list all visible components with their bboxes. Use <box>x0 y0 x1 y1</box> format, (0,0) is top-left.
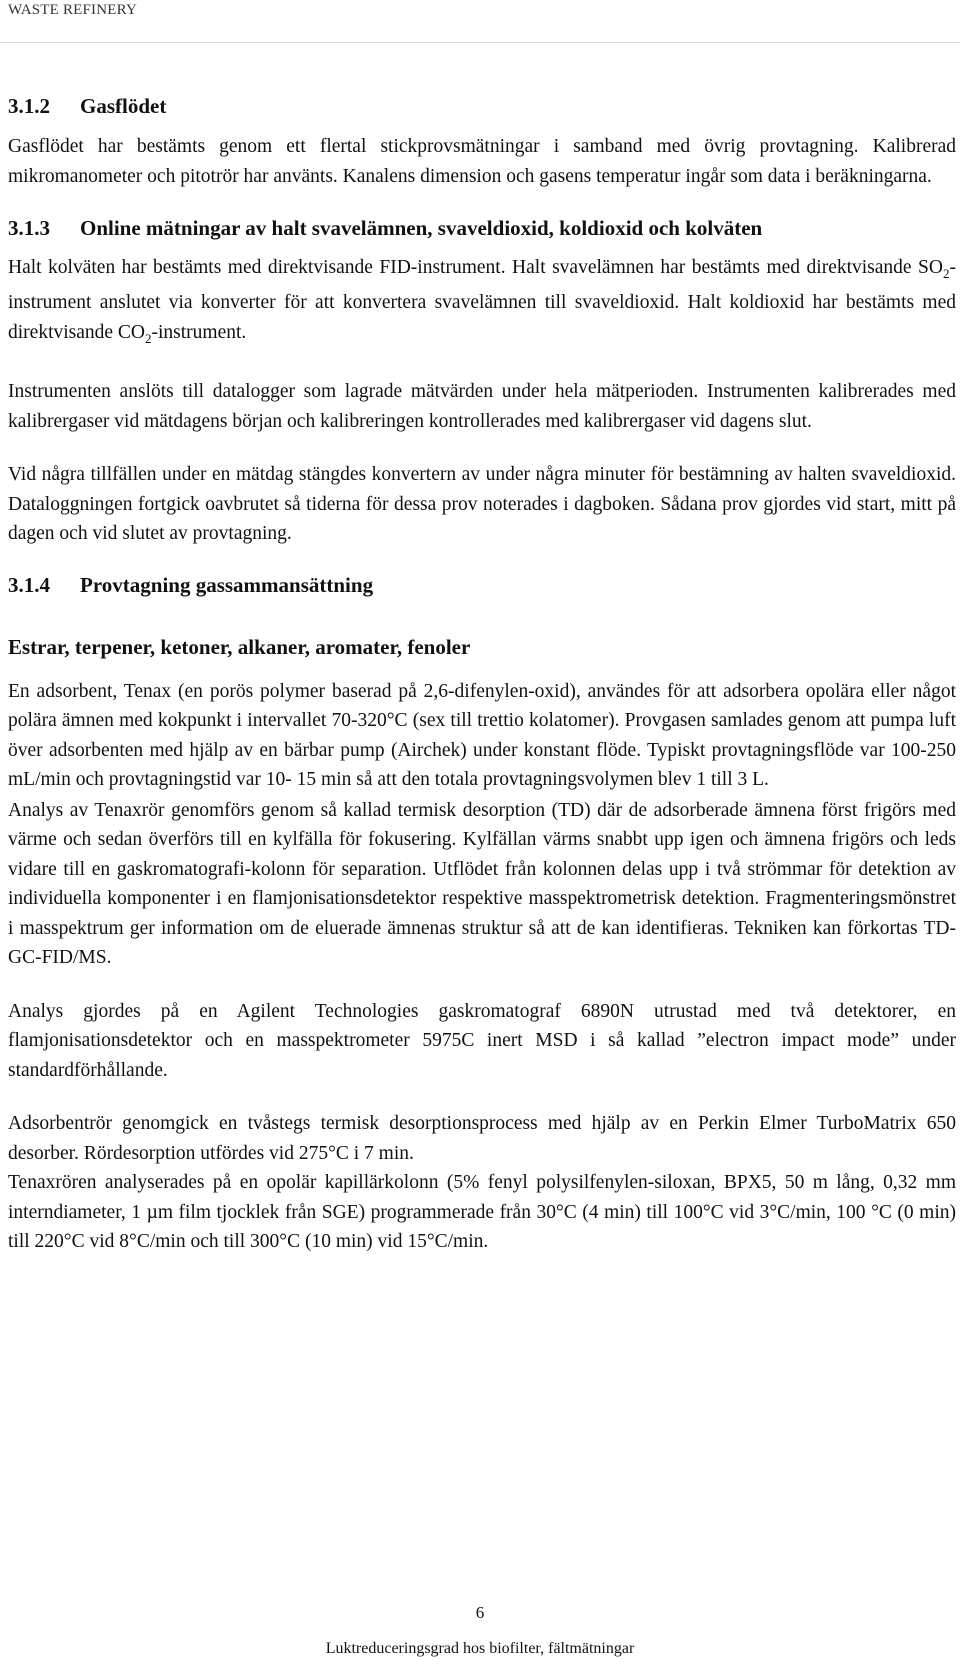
section-heading-3-1-3 <box>8 214 956 242</box>
text-run: -instrument anslutet via konverter för att konvertera svavelämnen till svaveldioxid. Halt koldioxid har bestämts med direktvisande CO <box>8 257 956 343</box>
paragraph-agilent: Analys gjordes på en Agilent Technologies gaskromatograf 6890N utrustad med två detektorer, en flamjonisationsdetektor och en masspektrometer 5975C inert MSD i så kallad ”electron impact mode” under standardförhållande. <box>8 1000 956 1081</box>
page-body <box>8 92 956 1257</box>
section-heading-3-1-4 <box>8 571 956 599</box>
subheading-compounds: Estrar, terpener, ketoner, alkaner, aromater, fenoler <box>8 634 471 659</box>
paragraph-column-program: Tenaxrören analyserades på en opolär kapillärkolonn (5% fenyl polysilfenylen-siloxan, BPX5, 50 m lång, 0,32 mm interndiameter, 1 µm film tjocklek från SGE) programmerade från 30°C (4 min) till 100°C vid 3°C/min, 100 °C (0 min) till 220°C vid 8°C/min och till 300°C (10 min) vid 15°C/min. <box>8 1172 956 1253</box>
section-number: 3.1.2 <box>8 94 50 118</box>
page-number: 6 <box>475 1603 485 1622</box>
paragraph-gasflode: Gasflödet har bestämts genom ett flertal stickprovsmätningar i samband med övrig provtagning. Kalibrerad mikromanometer och pitotrör har använts. Kanalens dimension och gasens temperatur ingår som data i beräkningarna. <box>8 136 956 187</box>
subscript: 2 <box>145 330 152 346</box>
text-run: Halt kolväten har bestämts med direktvisande FID-instrument. Halt svavelämnen har bestämts med direktvisande SO <box>8 257 943 278</box>
footer-document-title: Luktreduceringsgrad hos biofilter, fältmätningar <box>325 1640 635 1657</box>
text-run: -instrument. <box>151 321 247 343</box>
paragraph-converter: Vid några tillfällen under en mätdag stängdes konvertern av under några minuter för bestämning av halten svaveldioxid. Dataloggningen fortgick oavbrutet så tiderna för dessa prov noterades i dagboken. Sådana prov gjordes vid start, mitt på dagen och vid slutet av provtagning. <box>8 464 956 545</box>
paragraph-desorption: Adsorbentrör genomgick en tvåstegs termisk desorptionsprocess med hjälp av en Perkin Elmer TurboMatrix 650 desorber. Rördesorption utfördes vid 275°C i 7 min. <box>8 1113 956 1164</box>
header-divider <box>0 42 960 43</box>
section-heading-3-1-2 <box>8 92 956 120</box>
paragraph-adsorbent: En adsorbent, Tenax (en porös polymer baserad på 2,6-difenylen-oxid), användes för att adsorbera opolära eller något polära ämnen med kokpunkt i intervallet 70-320°C (sex till trettio kolatomer). Provgasen samlades genom att pumpa luft över adsorbenten med hjälp av en bärbar pump (Airchek) under konstant flöde. Typiskt provtagningsflöde var 100-250 mL/min och provtagningstid var 10- 15 min så att den totala provtagningsvolymen blev 1 till 3 L. <box>8 680 956 791</box>
section-number: 3.1.3 <box>8 216 50 240</box>
paragraph-tenax-analysis: Analys av Tenaxrör genomförs genom så kallad termisk desorption (TD) där de adsorberade ämnena först frigörs med värme och sedan överförs till en kylfälla för fokusering. Kylfällan värms snabbt upp igen och ämnena frigörs och leds vidare till en gaskromatografi-kolonn för separation. Utflödet från kolonnen delas upp i två strömmar för detektion av individuella komponenter i en flamjonisationsdetektor respektive masspektrometrisk detektion. Fragmenteringsmönstret i masspektrum ger information om de eluerade ämnenas struktur så att de kan identifieras. Tekniken kan förkortas TD-GC-FID/MS. <box>8 799 956 969</box>
section-title: Gasflödet <box>80 94 167 118</box>
paragraph-datalogger: Instrumenten anslöts till datalogger som lagrade mätvärden under hela mätperioden. Instrumenten kalibrerades med kalibrergaser vid mätdagens början och kalibreringen kontrollerades med kalibrergaser vid dagens slut. <box>8 381 956 432</box>
section-title: Provtagning gassammansättning <box>80 572 374 597</box>
paragraph-online-instruments <box>8 253 956 353</box>
subscript: 2 <box>943 265 950 281</box>
running-header: WASTE REFINERY <box>8 2 138 18</box>
section-number: 3.1.4 <box>8 572 50 597</box>
section-title: Online mätningar av halt svavelämnen, svaveldioxid, koldioxid och kolväten <box>80 216 763 240</box>
